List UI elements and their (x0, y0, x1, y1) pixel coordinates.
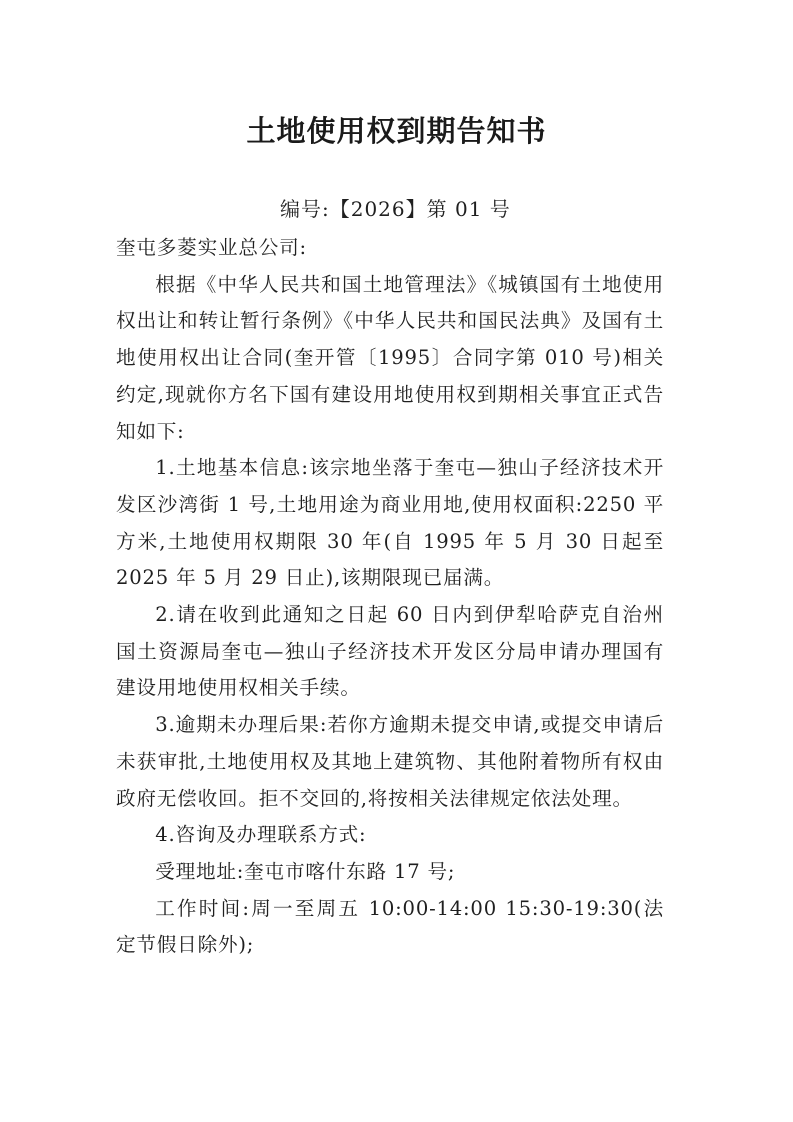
paragraph-address: 受理地址:奎屯市喀什东路 17 号; (155, 859, 456, 883)
paragraph-land-info: 1.土地基本信息:该宗地坐落于奎屯—独山子经济技术开发区沙湾街 1 号,土地用途为商业用地,使用权面积:2250 平方米,土地使用权期限 30 年(自 1995 年 5 月 30 日起至 2025 年 5 月 29 日止),该期限现已届满。 (116, 456, 664, 590)
paragraph-contact-heading: 4.咨询及办理联系方式: (155, 823, 367, 847)
document-title: 土地使用权到期告知书 (246, 114, 547, 148)
paragraph-intro: 根据《中华人民共和国土地管理法》《城镇国有土地使用权出让和转让暂行条例》《中华人民共和国民法典》及国有土地使用权出让合同(奎开管〔1995〕合同字第 010 号)相关约定,现就你方名下国有建设用地使用权到期相关事宜正式告知如下: (116, 272, 664, 443)
paragraph-hours: 工作时间:周一至周五 10:00-14:00 15:30-19:30(法定节假日除外); (116, 896, 664, 957)
document-body (116, 230, 664, 964)
addressee: 奎屯多菱实业总公司: (116, 236, 307, 259)
paragraph-application: 2.请在收到此通知之日起 60 日内到伊犁哈萨克自治州国土资源局奎屯—独山子经济技术开发区分局申请办理国有建设用地使用权相关手续。 (116, 603, 664, 700)
paragraph-consequences: 3.逾期未办理后果:若你方逾期未提交申请,或提交申请后未获审批,土地使用权及其地上建筑物、其他附着物所有权由政府无偿收回。拒不交回的,将按相关法律规定依法处理。 (116, 713, 664, 810)
document-number: 编号:【2026】第 01 号 (280, 197, 511, 221)
